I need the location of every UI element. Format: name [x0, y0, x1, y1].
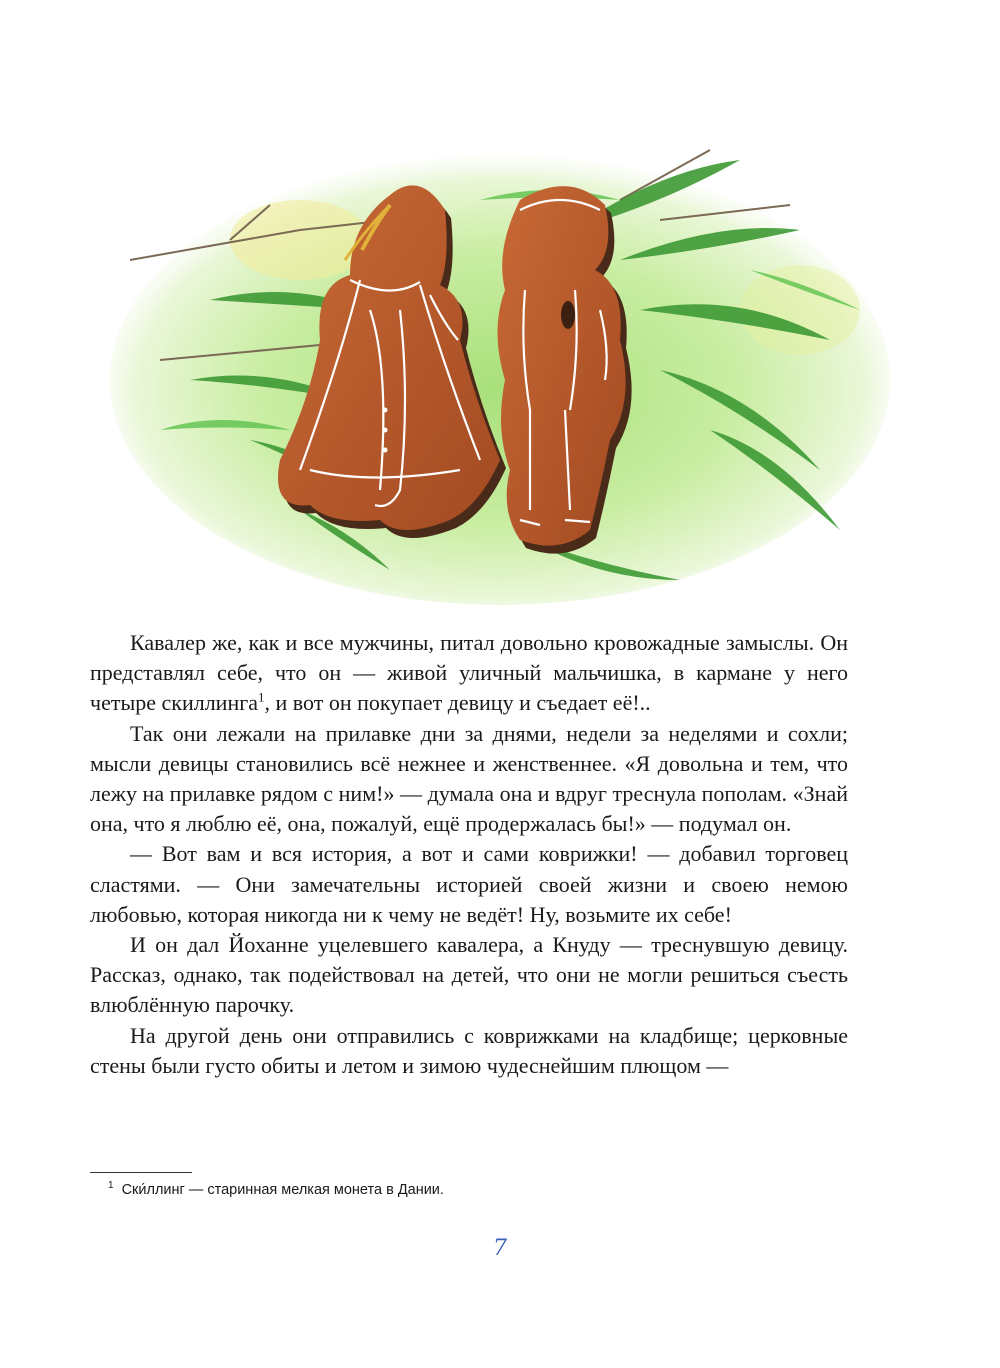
paragraph-text: — Вот вам и вся история, а вот и сами коврижки! — добавил торговец сластями. — Они замечательны историей своей жизни и своею немою любовью, которая никогда ни к чему не ведёт! Ну, возьмите их себе! — [90, 841, 848, 927]
paragraph — [90, 1021, 848, 1081]
gingerbread-couple-illustration — [100, 110, 900, 610]
paragraph-text: И он дал Йоханне уцелевшего кавалера, а Кнуду — треснувшую девицу. Рассказ, однако, так подействовал на детей, что они не могли решиться съесть влюблённую парочку. — [90, 932, 848, 1018]
paragraph-text: На другой день они отправились с коврижками на кладбище; церковные стены были густо обиты и летом и зимою чудеснейшим плющом — — [90, 1022, 848, 1078]
footnote-text: Ски́ллинг — старинная мелкая монета в Дании. — [121, 1181, 444, 1198]
page-number: 7 — [493, 1236, 507, 1261]
footnote-reference: 1 — [258, 690, 265, 706]
paragraph — [90, 628, 848, 719]
paragraph — [90, 719, 848, 840]
footnote-divider — [90, 1172, 192, 1173]
footnote — [108, 1180, 808, 1198]
paragraph-text: Кавалер же, как и все мужчины, питал довольно кровожадные замыслы. Он представлял себе, что он — живой уличный мальчишка, в кармане у него четыре скиллинга — [90, 630, 848, 716]
paragraph — [90, 930, 848, 1021]
story-text — [90, 628, 848, 1081]
almond — [561, 301, 575, 329]
footnote-mark: 1 — [108, 1180, 114, 1191]
paragraph-text: Так они лежали на прилавке дни за днями, недели за неделями и сохли; мысли девицы становились всё нежнее и женственнее. «Я довольна и тем, что лежу на прилавке рядом с ним!» — думала она и вдруг треснула пополам. «Знай она, что я люблю её, она, пожалуй, ещё продержалась бы!» — подумал он. — [90, 720, 848, 837]
paragraph-text-continued: , и вот он покупает девицу и съедает её!.. — [264, 690, 651, 716]
paragraph — [90, 839, 848, 930]
